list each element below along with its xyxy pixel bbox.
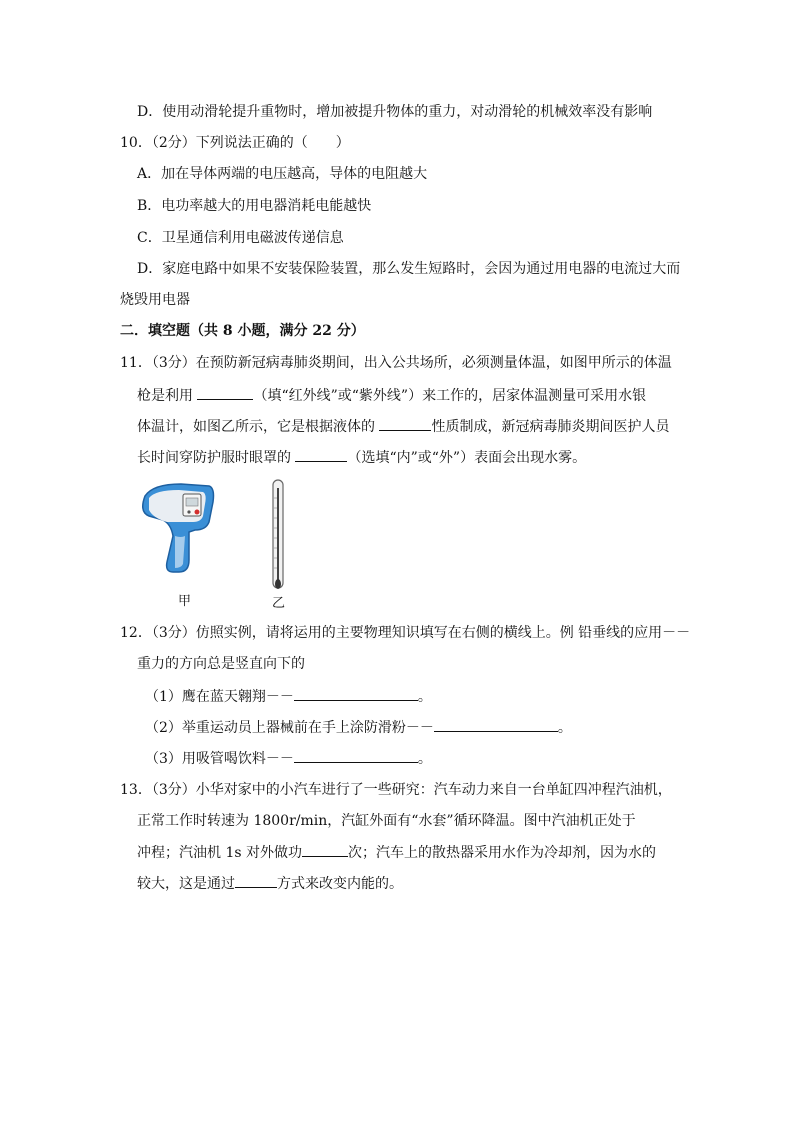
q10-option-a: A．加在导体两端的电压越高，导体的电阻越大 (137, 166, 428, 182)
q12-blank-2[interactable] (434, 717, 558, 732)
q12-item-3 (145, 748, 432, 769)
q10-stem: 10．（2分）下列说法正确的（ ） (120, 135, 350, 151)
q12-item-text: （2）举重运动员上器械前在手上涂防滑粉－－ (145, 720, 434, 736)
q11-text: 枪是利用 (137, 388, 198, 404)
q13-text: 较大，这是通过 (137, 876, 235, 892)
q13-text: 次；汽车上的散热器采用水作为冷却剂，因为水的 (348, 845, 656, 861)
q13-line3 (137, 842, 656, 863)
q11-line2 (137, 385, 646, 406)
q11-text: （填“红外线”或“紫外线”）来工作的，居家体温测量可采用水银 (253, 388, 647, 404)
q12-item-period: 。 (557, 720, 572, 736)
q10-option-b: B．电功率越大的用电器消耗电能越快 (137, 198, 372, 214)
q13-line2: 正常工作时转速为 1800r/min，汽缸外面有“水套”循环降温。图中汽油机正处于 (137, 813, 636, 829)
q12-blank-3[interactable] (294, 748, 418, 763)
q12-item-period: 。 (417, 689, 432, 705)
q12-item-period: 。 (417, 751, 432, 767)
q12-line1: 12．（3分）仿照实例，请将运用的主要物理知识填写在右侧的横线上。例 铅垂线的应用－－ (120, 625, 691, 641)
q13-line1: 13．（3分）小华对家中的小汽车进行了一些研究：汽车动力来自一台单缸四冲程汽油机， (120, 782, 672, 798)
q11-line3 (137, 416, 669, 437)
q13-text: 冲程；汽油机 1s 对外做功 (137, 845, 302, 861)
q13-blank-2[interactable] (302, 842, 348, 857)
mercury-thermometer-image (268, 478, 288, 594)
q11-line4 (137, 447, 586, 468)
q13-text: 方式来改变内能的。 (277, 876, 403, 892)
figure-caption-jia: 甲 (178, 594, 192, 609)
q13-line4 (137, 873, 403, 894)
q11-blank-3[interactable] (295, 447, 347, 462)
q11-blank-1[interactable] (197, 385, 253, 400)
q12-line2: 重力的方向总是竖直向下的 (137, 656, 305, 672)
q12-blank-1[interactable] (294, 686, 418, 701)
q11-blank-2[interactable] (379, 416, 431, 431)
infrared-thermometer-image (133, 478, 233, 578)
figure-caption-yi: 乙 (272, 596, 286, 611)
q11-text: （选填“内”或“外”）表面会出现水雾。 (347, 450, 587, 466)
q12-item-1 (145, 686, 432, 707)
q11-text: 性质制成，新冠病毒肺炎期间医护人员 (431, 419, 670, 435)
q11-text: 体温计，如图乙所示，它是根据液体的 (137, 419, 380, 435)
q12-item-text: （3）用吸管喝饮料－－ (145, 751, 294, 767)
q9-option-d: D．使用动滑轮提升重物时，增加被提升物体的重力，对动滑轮的机械效率没有影响 (137, 104, 653, 120)
q10-option-d-line1: D．家庭电路中如果不安装保险装置，那么发生短路时，会因为通过用电器的电流过大而 (137, 261, 681, 277)
q11-text: 长时间穿防护服时眼罩的 (137, 450, 296, 466)
q10-option-d-line2: 烧毁用电器 (120, 292, 190, 308)
q12-item-text: （1）鹰在蓝天翱翔－－ (145, 689, 294, 705)
q13-blank-4[interactable] (235, 873, 277, 888)
q10-option-c: C．卫星通信利用电磁波传递信息 (137, 230, 344, 246)
section-2-title: 二．填空题（共 8 小题，满分 22 分） (120, 323, 365, 339)
q11-line1: 11．（3分）在预防新冠病毒肺炎期间，出入公共场所，必须测量体温，如图甲所示的体温 (120, 355, 672, 371)
q12-item-2 (145, 717, 572, 738)
